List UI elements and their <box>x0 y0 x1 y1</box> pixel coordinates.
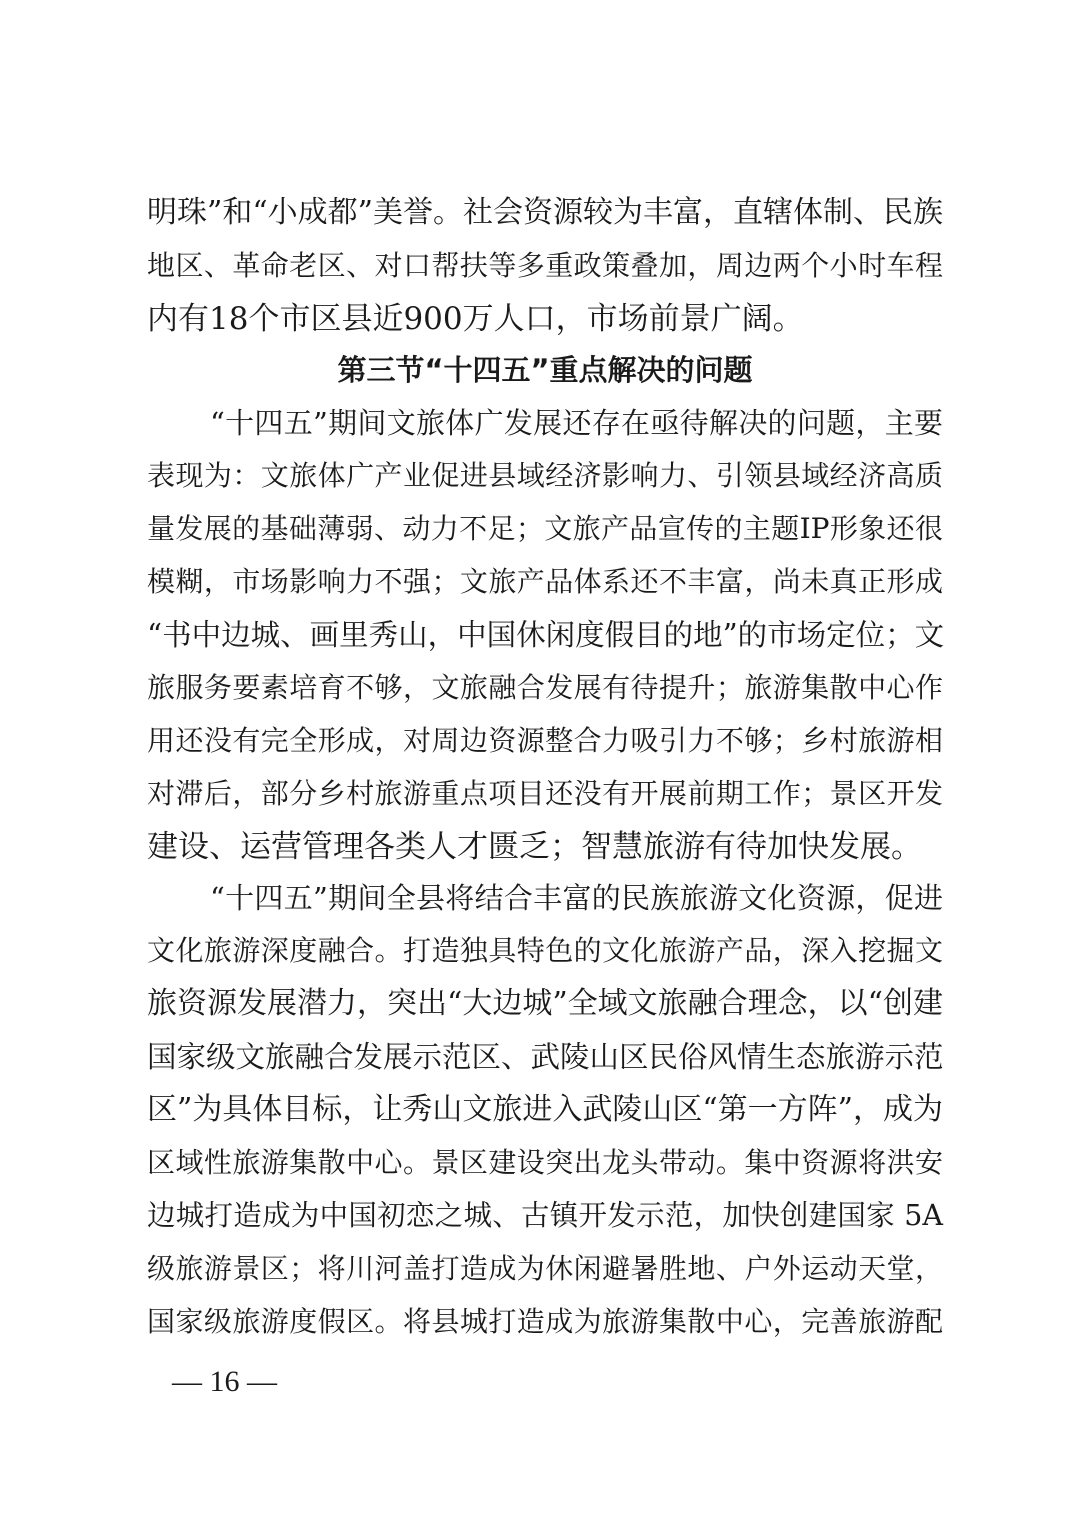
text-line: 区”为具体目标，让秀山文旅进入武陵山区“第一方阵”，成为 <box>147 1092 944 1127</box>
text-line: 建设、运营管理各类人才匮乏；智慧旅游有待加快发展。 <box>147 829 922 865</box>
text-line: 旅服务要素培育不够，文旅融合发展有待提升；旅游集散中心作 <box>147 671 943 704</box>
text-line: 级旅游景区；将川河盖打造成为休闲避暑胜地、户外运动天堂， <box>147 1252 943 1285</box>
text-line: “十四五”期间文旅体广发展还存在亟待解决的问题，主要 <box>210 406 943 440</box>
text-line: 旅资源发展潜力，突出“大边城”全域文旅融合理念，以“创建 <box>147 986 944 1021</box>
text-line: 区域性旅游集散中心。景区建设突出龙头带动。集中资源将洪安 <box>147 1146 943 1179</box>
text-line: “十四五”期间全县将结合丰富的民族旅游文化资源，促进 <box>210 881 943 915</box>
text-line: 国家级旅游度假区。将县城打造成为旅游集散中心，完善旅游配 <box>147 1305 943 1338</box>
text-line: 明珠”和“小成都”美誉。社会资源较为丰富，直辖体制、民族 <box>147 195 944 230</box>
page-number: — 16 — <box>172 1365 277 1398</box>
text-line: 国家级文旅融合发展示范区、武陵山区民俗风情生态旅游示范 <box>147 1040 944 1074</box>
text-line: 内有18个市区县近900万人口，市场前景广阔。 <box>147 301 804 337</box>
text-line: 边城打造成为中国初恋之城、古镇开发示范，加快创建国家 5A <box>147 1199 943 1232</box>
text-line: “书中边城、画里秀山，中国休闲度假目的地”的市场定位；文 <box>147 618 945 652</box>
text-line: 量发展的基础薄弱、动力不足；文旅产品宣传的主题IP形象还很 <box>147 512 943 545</box>
text-line: 地区、革命老区、对口帮扶等多重政策叠加，周边两个小时车程 <box>147 249 943 282</box>
section-heading: 第三节“十四五”重点解决的问题 <box>337 353 753 387</box>
text-line: 模糊，市场影响力不强；文旅产品体系还不丰富，尚未真正形成 <box>147 565 943 598</box>
text-line: 文化旅游深度融合。打造独具特色的文化旅游产品，深入挖掘文 <box>147 934 943 967</box>
text-line: 对滞后，部分乡村旅游重点项目还没有开展前期工作；景区开发 <box>147 777 943 810</box>
text-line: 用还没有完全形成，对周边资源整合力吸引力不够；乡村旅游相 <box>147 724 943 757</box>
text-line: 表现为：文旅体广产业促进县域经济影响力、引领县域经济高质 <box>147 459 943 492</box>
